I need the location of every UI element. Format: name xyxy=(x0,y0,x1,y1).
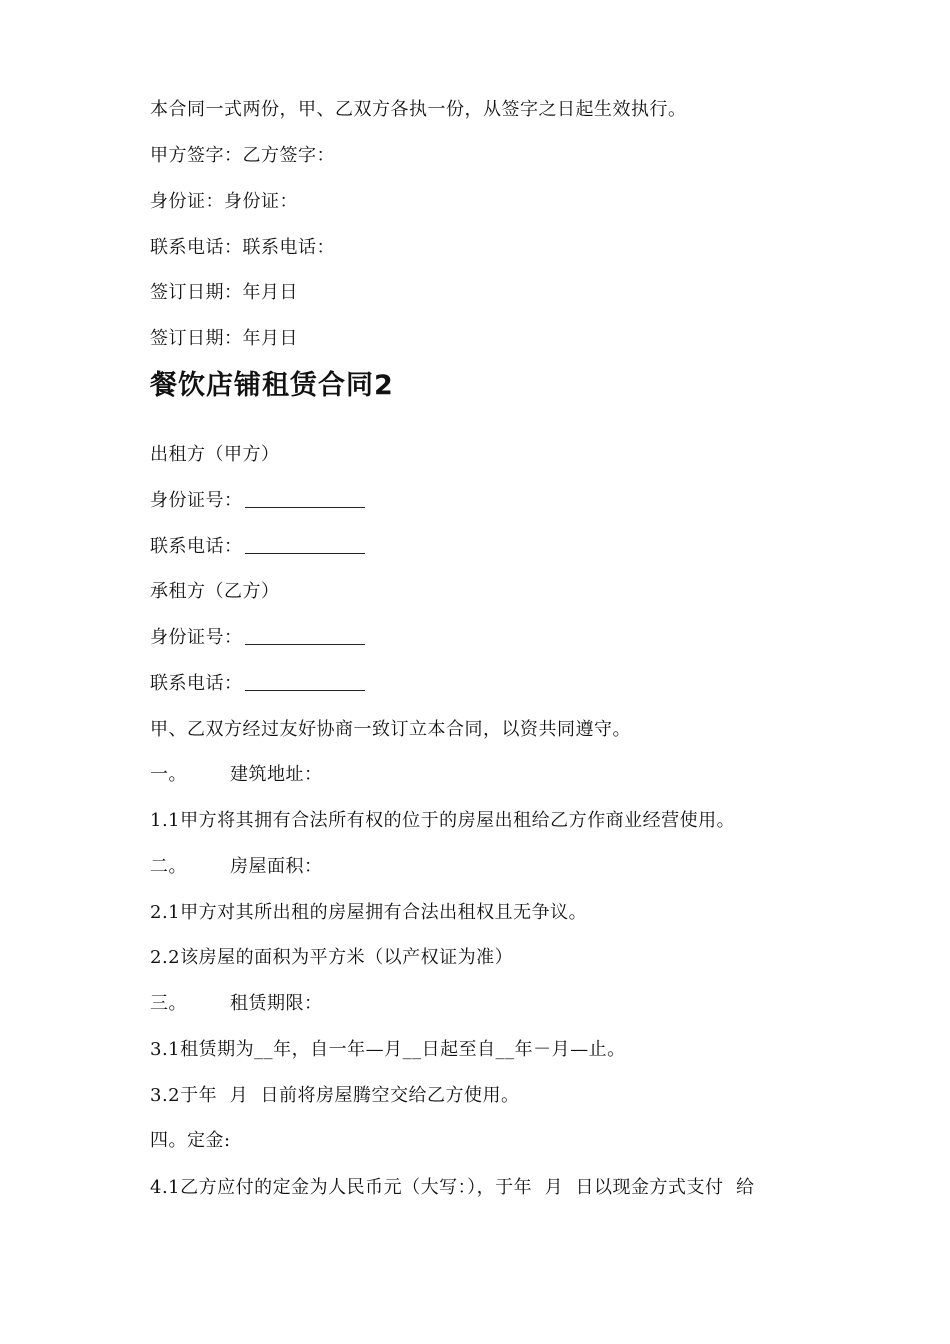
section-4-heading: 四。定金: xyxy=(150,1130,231,1151)
section-3-heading xyxy=(150,992,323,1016)
section-2-title: 房屋面积： xyxy=(230,856,323,877)
lessee-heading: 承租方（乙方） xyxy=(150,581,280,602)
section-1-heading xyxy=(150,763,323,787)
intro-paragraph: 甲、乙双方经过友好协商一致订立本合同，以资共同遵守。 xyxy=(150,719,631,740)
lessor-heading: 出租方（甲方） xyxy=(150,444,280,465)
section-2-number: 二。 xyxy=(150,856,187,877)
section-2-heading xyxy=(150,855,323,879)
paragraph-sign-date-2: 签订日期：年月日 xyxy=(150,328,298,349)
section-3-number: 三。 xyxy=(150,993,187,1014)
paragraph-sign-date-1: 签订日期：年月日 xyxy=(150,282,298,303)
lessor-phone-row xyxy=(150,535,365,559)
contract-title: 餐饮店铺租赁合同2 xyxy=(150,370,394,401)
lessor-id-label: 身份证号： xyxy=(150,490,243,511)
lessor-id-row xyxy=(150,489,365,513)
paragraph-phones: 联系电话：联系电话： xyxy=(150,237,335,258)
paragraph-signatures: 甲方签字：乙方签字： xyxy=(150,145,335,166)
clause-2-2: 2.2该房屋的面积为平方米（以产权证为准） xyxy=(150,947,514,968)
lessee-id-row xyxy=(150,626,365,650)
lessee-phone-label: 联系电话： xyxy=(150,673,243,694)
section-1-title: 建筑地址： xyxy=(230,764,323,785)
clause-2-1: 2.1甲方对其所出租的房屋拥有合法出租权且无争议。 xyxy=(150,902,588,923)
lessee-phone-row xyxy=(150,672,365,696)
section-3-title: 租赁期限： xyxy=(230,993,323,1014)
lessor-phone-blank xyxy=(245,535,365,554)
paragraph-id-cards: 身份证：身份证： xyxy=(150,191,298,212)
lessee-id-label: 身份证号： xyxy=(150,627,243,648)
clause-3-2: 3.2于年 月 日前将房屋腾空交给乙方使用。 xyxy=(150,1085,520,1106)
clause-3-1: 3.1租赁期为__年，自一年—月__日起至自__年－月—止。 xyxy=(150,1039,626,1060)
lessee-id-blank xyxy=(245,626,365,645)
section-1-number: 一。 xyxy=(150,764,187,785)
clause-1-1: 1.1甲方将其拥有合法所有权的位于的房屋出租给乙方作商业经营使用。 xyxy=(150,810,736,831)
paragraph-copies-clause: 本合同一式两份，甲、乙双方各执一份，从签字之日起生效执行。 xyxy=(150,99,687,120)
clause-4-1: 4.1乙方应付的定金为人民币元（大写：），于年 月 日以现金方式支付 给 xyxy=(150,1177,755,1198)
lessor-id-blank xyxy=(245,489,365,508)
lessee-phone-blank xyxy=(245,672,365,691)
lessor-phone-label: 联系电话： xyxy=(150,536,243,557)
